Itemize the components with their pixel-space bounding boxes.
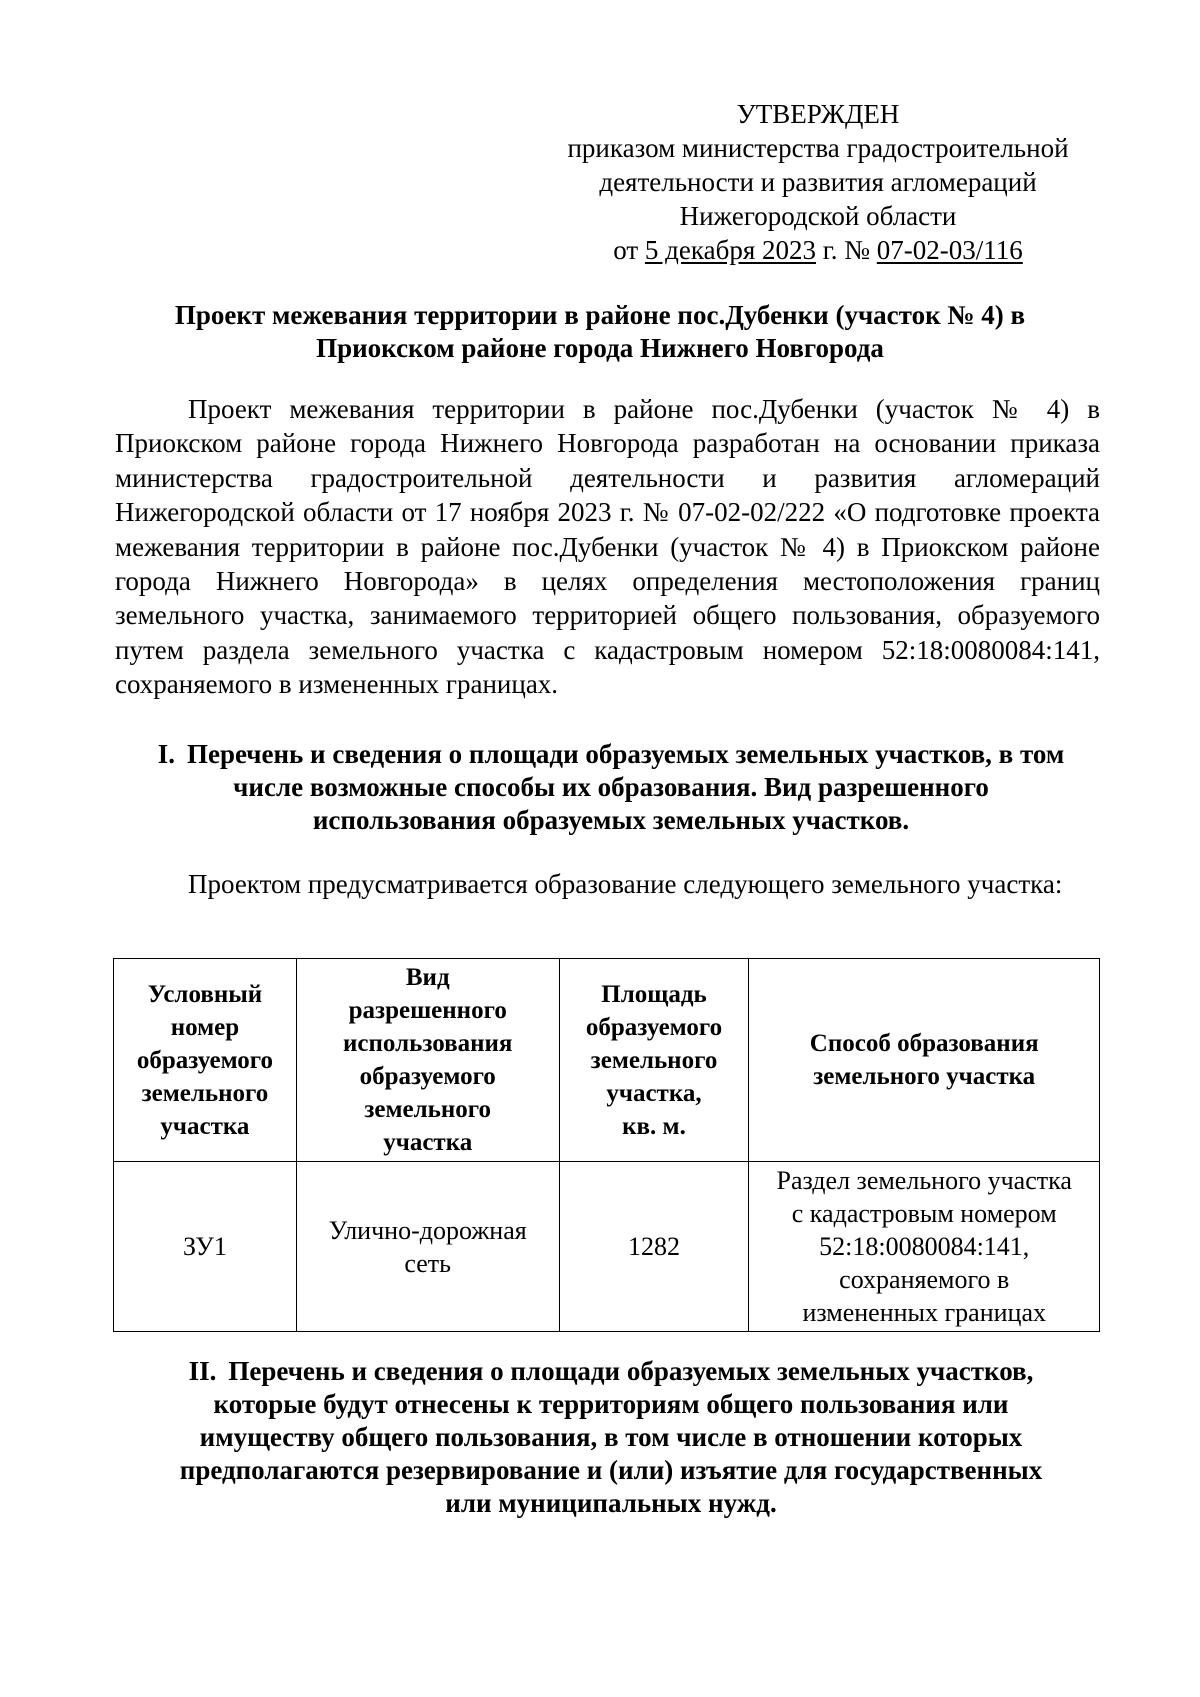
approval-line-1: приказом министерства градостроительной [567, 133, 1069, 163]
cell-text: сохраняемого в [839, 1265, 1010, 1294]
section-2-line-4: предполагаются резервирование и (или) изъятие для государственных [179, 1455, 1043, 1485]
section-2-line-5: или муниципальных нужд. [445, 1488, 777, 1518]
intro-paragraph: Проект межевания территории в районе пос.Дубенки (участок № 4) в Приокском районе города Нижнего Новгорода разработан на основании приказа министерства градостроительной деятельности и развития агломераций Нижегородской области от 17 ноября 2023 г. № 07-02-02/222 «О подготовке проекта межевания территории в районе пос.Дубенки (участок № 4) в Приокском районе города Нижнего Новгорода» в целях определения местоположения границ земельного участка, занимаемого территорией общего пользования, образуемого путем раздела земельного участка с кадастровым номером 52:18:0080084:141, сохраняемого в измененных границах. [115, 394, 1100, 700]
section-2-heading [118, 1355, 1104, 1520]
section-1-line-1-text: Перечень и сведения о площади образуемых земельных участков, в том [186, 739, 1065, 769]
cell-text: Улично-дорожная [328, 1215, 527, 1245]
section-2-line-1 [118, 1355, 1104, 1388]
header-text: Площадь [601, 980, 707, 1008]
section-1-line-2: числе возможные способы их образования. Вид разрешенного [233, 772, 989, 802]
section-1-line-3: использования образуемых земельных участков. [312, 805, 910, 835]
header-text: участка, [606, 1079, 702, 1107]
header-text: кв. м. [622, 1112, 686, 1140]
cell-use [296, 1162, 559, 1332]
header-text: земельного [364, 1096, 492, 1123]
header-text: земельного [141, 1079, 269, 1107]
header-cell-method [749, 959, 1100, 1162]
cell-number: ЗУ1 [114, 1162, 297, 1332]
approval-status: УТВЕРЖДЕН [736, 99, 900, 129]
header-text: образуемого [585, 1013, 723, 1041]
header-text: образуемого [136, 1046, 274, 1074]
header-text: Вид [405, 964, 450, 991]
header-text: земельного участка [813, 1063, 1036, 1090]
approval-date: 5 декабря 2023 [644, 235, 816, 265]
section-1-number: I. [157, 739, 175, 769]
cell-method [749, 1162, 1100, 1332]
section-2-number: II. [188, 1356, 217, 1386]
header-text: земельного [590, 1046, 718, 1074]
cell-text: с кадастровым номером [791, 1199, 1057, 1228]
parcels-table [113, 958, 1100, 1332]
approval-line-3: Нижегородской области [679, 201, 957, 231]
approval-line-2: деятельности и развития агломераций [599, 167, 1037, 197]
section-1-lead: Проектом предусматривается образование следующего земельного участка: [188, 869, 1063, 899]
table-header-row [114, 959, 1100, 1162]
header-text: номер [170, 1013, 240, 1041]
header-text: Способ образования [809, 1030, 1039, 1057]
document-title [100, 299, 1100, 365]
cell-text: сеть [404, 1248, 452, 1278]
header-text: участка [160, 1112, 250, 1140]
section-2-line-3: имуществу общего пользования, в том числе в отношении которых [199, 1422, 1023, 1452]
cell-text: Раздел земельного участка [776, 1166, 1072, 1195]
approval-stamp [548, 97, 1088, 267]
header-cell-area [559, 959, 749, 1162]
header-cell-use [296, 959, 559, 1162]
cell-text: измененных границах [802, 1298, 1046, 1327]
section-2-line-2: которые будут отнесены к территориям общего пользования или [213, 1389, 1009, 1419]
section-2-line-1-text: Перечень и сведения о площади образуемых земельных участков, [228, 1356, 1034, 1386]
approval-date-line [548, 233, 1088, 267]
approval-date-prefix: от [613, 235, 645, 265]
header-text: участка [383, 1129, 473, 1156]
table-row [114, 1162, 1100, 1332]
title-line-1: Проект межевания территории в районе пос.Дубенки (участок № 4) в [174, 300, 1026, 330]
header-cell-number [114, 959, 297, 1162]
cell-text: 52:18:0080084:141, [819, 1232, 1030, 1261]
cell-area: 1282 [559, 1162, 749, 1332]
header-text: разрешенного [348, 997, 507, 1024]
title-line-2: Приокском районе города Нижнего Новгорода [316, 333, 884, 363]
header-text: Условный [147, 980, 263, 1008]
header-text: образуемого [359, 1063, 496, 1090]
approval-number-prefix: г. № [816, 235, 877, 265]
section-1-line-1 [118, 738, 1104, 771]
header-text: использования [343, 1030, 513, 1057]
approval-number: 07-02-03/116 [876, 235, 1023, 265]
section-1-heading [118, 738, 1104, 837]
